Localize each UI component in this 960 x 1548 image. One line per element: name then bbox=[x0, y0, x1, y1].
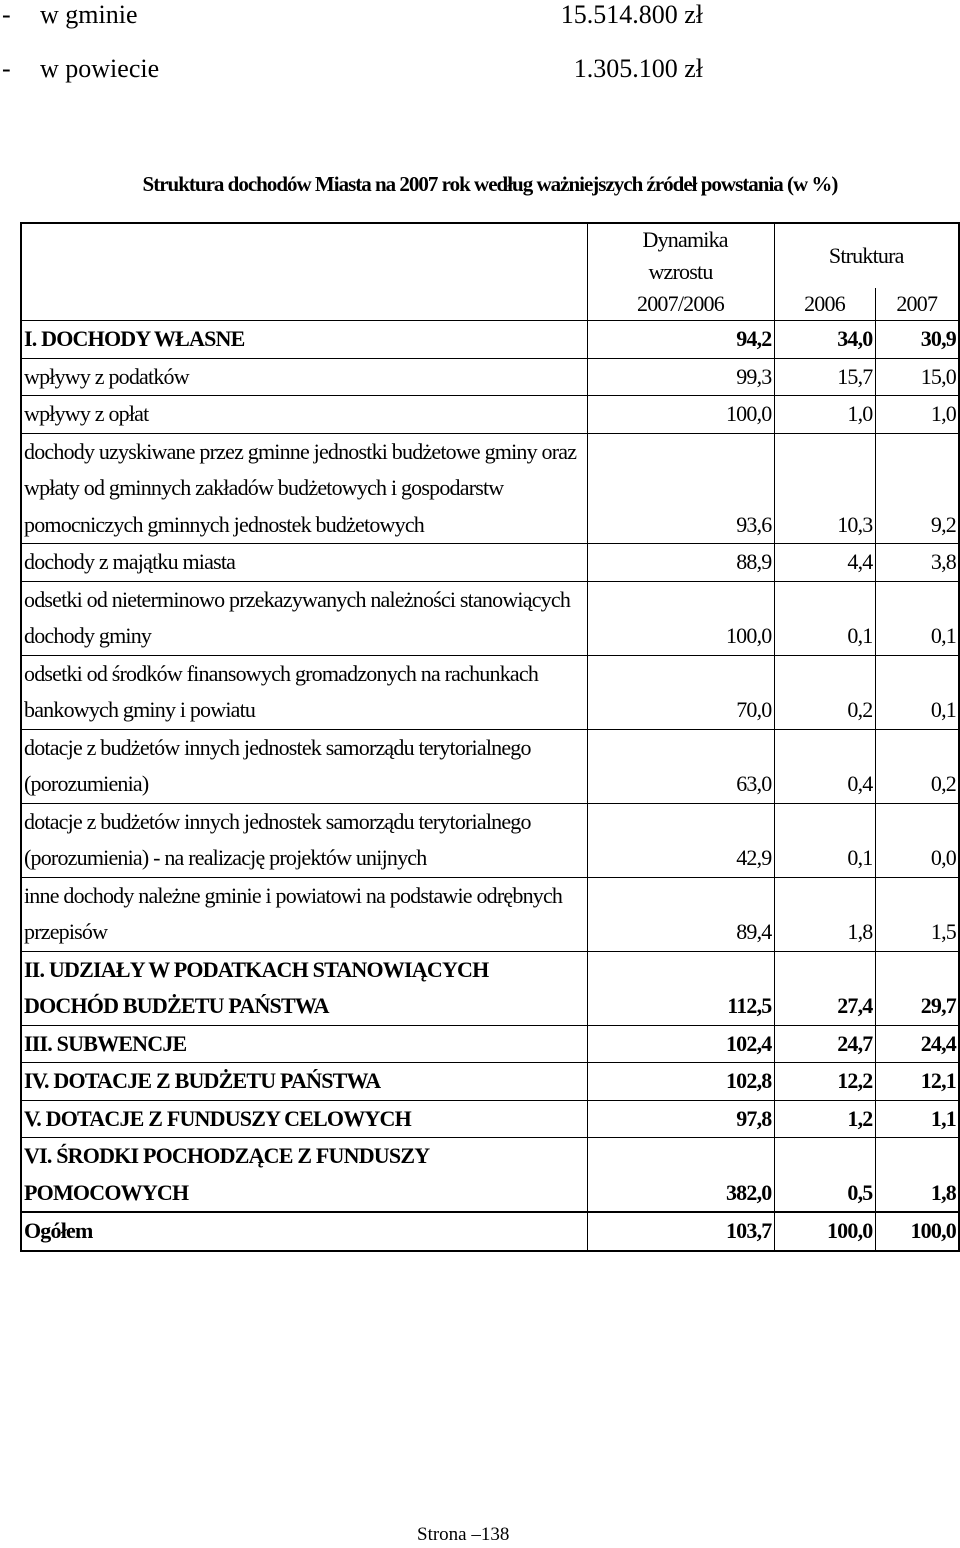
row-share-2006: 1,0 bbox=[774, 396, 875, 434]
table-row bbox=[21, 655, 959, 729]
header-dynamics: Dynamika wzrostu bbox=[587, 223, 774, 288]
total-dynamics: 103,7 bbox=[587, 1212, 774, 1251]
row-share-2007: 1,8 bbox=[875, 1138, 959, 1213]
row-label: dotacje z budżetów innych jednostek samorządu terytorialnego (porozumienia) - na realizację projektów unijnych bbox=[21, 803, 587, 877]
page-number: Strona –138 bbox=[417, 1524, 510, 1545]
row-label: dochody uzyskiwane przez gminne jednostki budżetowe gminy oraz wpłaty od gminnych zakładów budżetowych i gospodarstw pomocniczych gminnych jednostek budżetowych bbox=[21, 433, 587, 544]
row-share-2006: 1,2 bbox=[774, 1100, 875, 1138]
row-share-2006: 4,4 bbox=[774, 544, 875, 582]
table-row bbox=[21, 803, 959, 877]
row-share-2007: 1,0 bbox=[875, 396, 959, 434]
row-share-2006: 12,2 bbox=[774, 1063, 875, 1101]
row-share-2007: 9,2 bbox=[875, 433, 959, 544]
row-label: wpływy z opłat bbox=[21, 396, 587, 434]
table-row bbox=[21, 729, 959, 803]
row-share-2007: 3,8 bbox=[875, 544, 959, 582]
row-label: I. DOCHODY WŁASNE bbox=[21, 321, 587, 359]
row-share-2007: 30,9 bbox=[875, 321, 959, 359]
row-share-2007: 0,1 bbox=[875, 581, 959, 655]
row-dynamics: 112,5 bbox=[587, 951, 774, 1025]
table-row bbox=[21, 1025, 959, 1063]
row-dynamics: 89,4 bbox=[587, 877, 774, 951]
row-label: dochody z majątku miasta bbox=[21, 544, 587, 582]
row-share-2006: 0,4 bbox=[774, 729, 875, 803]
row-share-2006: 0,1 bbox=[774, 581, 875, 655]
total-row bbox=[21, 1212, 959, 1251]
table-row bbox=[21, 951, 959, 1025]
row-dynamics: 88,9 bbox=[587, 544, 774, 582]
row-label: III. SUBWENCJE bbox=[21, 1025, 587, 1063]
table-body bbox=[21, 321, 959, 1213]
table-row bbox=[21, 1138, 959, 1213]
row-dynamics: 382,0 bbox=[587, 1138, 774, 1213]
table-row bbox=[21, 544, 959, 582]
table-row bbox=[21, 1063, 959, 1101]
header-year-2007: 2007 bbox=[875, 288, 959, 321]
income-structure-table bbox=[20, 222, 960, 1252]
row-dynamics: 63,0 bbox=[587, 729, 774, 803]
row-dynamics: 94,2 bbox=[587, 321, 774, 359]
amount-label: w gminie bbox=[40, 0, 138, 29]
row-share-2007: 15,0 bbox=[875, 358, 959, 396]
row-share-2006: 27,4 bbox=[774, 951, 875, 1025]
row-label: odsetki od środków finansowych gromadzonych na rachunkach bankowych gminy i powiatu bbox=[21, 655, 587, 729]
header-empty-cell bbox=[21, 223, 587, 321]
table-row bbox=[21, 396, 959, 434]
row-share-2006: 15,7 bbox=[774, 358, 875, 396]
header-period: 2007/2006 bbox=[587, 288, 774, 321]
row-label: inne dochody należne gminie i powiatowi na podstawie odrębnych przepisów bbox=[21, 877, 587, 951]
table-row bbox=[21, 1100, 959, 1138]
row-share-2006: 0,1 bbox=[774, 803, 875, 877]
table-row bbox=[21, 877, 959, 951]
row-dynamics: 100,0 bbox=[587, 396, 774, 434]
table-row bbox=[21, 433, 959, 544]
header-structure: Struktura bbox=[774, 223, 959, 288]
row-dynamics: 70,0 bbox=[587, 655, 774, 729]
row-share-2007: 0,2 bbox=[875, 729, 959, 803]
row-label: VI. ŚRODKI POCHODZĄCE Z FUNDUSZY POMOCOWYCH bbox=[21, 1138, 587, 1213]
dash-bullet: - bbox=[2, 54, 11, 83]
row-share-2006: 34,0 bbox=[774, 321, 875, 359]
row-dynamics: 93,6 bbox=[587, 433, 774, 544]
row-dynamics: 99,3 bbox=[587, 358, 774, 396]
row-share-2006: 0,5 bbox=[774, 1138, 875, 1213]
row-dynamics: 102,4 bbox=[587, 1025, 774, 1063]
dash-bullet: - bbox=[2, 0, 11, 29]
amount-value: 15.514.800 zł bbox=[560, 0, 703, 29]
row-label: II. UDZIAŁY W PODATKACH STANOWIĄCYCH DOCHÓD BUDŻETU PAŃSTWA bbox=[21, 951, 587, 1025]
row-label: dotacje z budżetów innych jednostek samorządu terytorialnego (porozumienia) bbox=[21, 729, 587, 803]
amount-label: w powiecie bbox=[40, 54, 160, 83]
row-dynamics: 97,8 bbox=[587, 1100, 774, 1138]
row-dynamics: 42,9 bbox=[587, 803, 774, 877]
table-row bbox=[21, 581, 959, 655]
row-share-2007: 0,0 bbox=[875, 803, 959, 877]
row-share-2007: 0,1 bbox=[875, 655, 959, 729]
row-share-2007: 1,1 bbox=[875, 1100, 959, 1138]
row-share-2007: 1,5 bbox=[875, 877, 959, 951]
row-share-2007: 24,4 bbox=[875, 1025, 959, 1063]
header-year-2006: 2006 bbox=[774, 288, 875, 321]
total-share-2007: 100,0 bbox=[875, 1212, 959, 1251]
total-share-2006: 100,0 bbox=[774, 1212, 875, 1251]
amount-value: 1.305.100 zł bbox=[573, 54, 703, 83]
table-heading: Struktura dochodów Miasta na 2007 rok według ważniejszych źródeł powstania (w %) bbox=[142, 172, 838, 196]
row-label: wpływy z podatków bbox=[21, 358, 587, 396]
row-dynamics: 102,8 bbox=[587, 1063, 774, 1101]
row-share-2006: 0,2 bbox=[774, 655, 875, 729]
row-label: odsetki od nieterminowo przekazywanych należności stanowiących dochody gminy bbox=[21, 581, 587, 655]
row-dynamics: 100,0 bbox=[587, 581, 774, 655]
row-share-2006: 1,8 bbox=[774, 877, 875, 951]
table-row bbox=[21, 358, 959, 396]
table-row bbox=[21, 321, 959, 359]
row-share-2007: 29,7 bbox=[875, 951, 959, 1025]
row-label: V. DOTACJE Z FUNDUSZY CELOWYCH bbox=[21, 1100, 587, 1138]
row-label: IV. DOTACJE Z BUDŻETU PAŃSTWA bbox=[21, 1063, 587, 1101]
row-share-2007: 12,1 bbox=[875, 1063, 959, 1101]
total-label: Ogółem bbox=[21, 1212, 587, 1251]
row-share-2006: 24,7 bbox=[774, 1025, 875, 1063]
row-share-2006: 10,3 bbox=[774, 433, 875, 544]
